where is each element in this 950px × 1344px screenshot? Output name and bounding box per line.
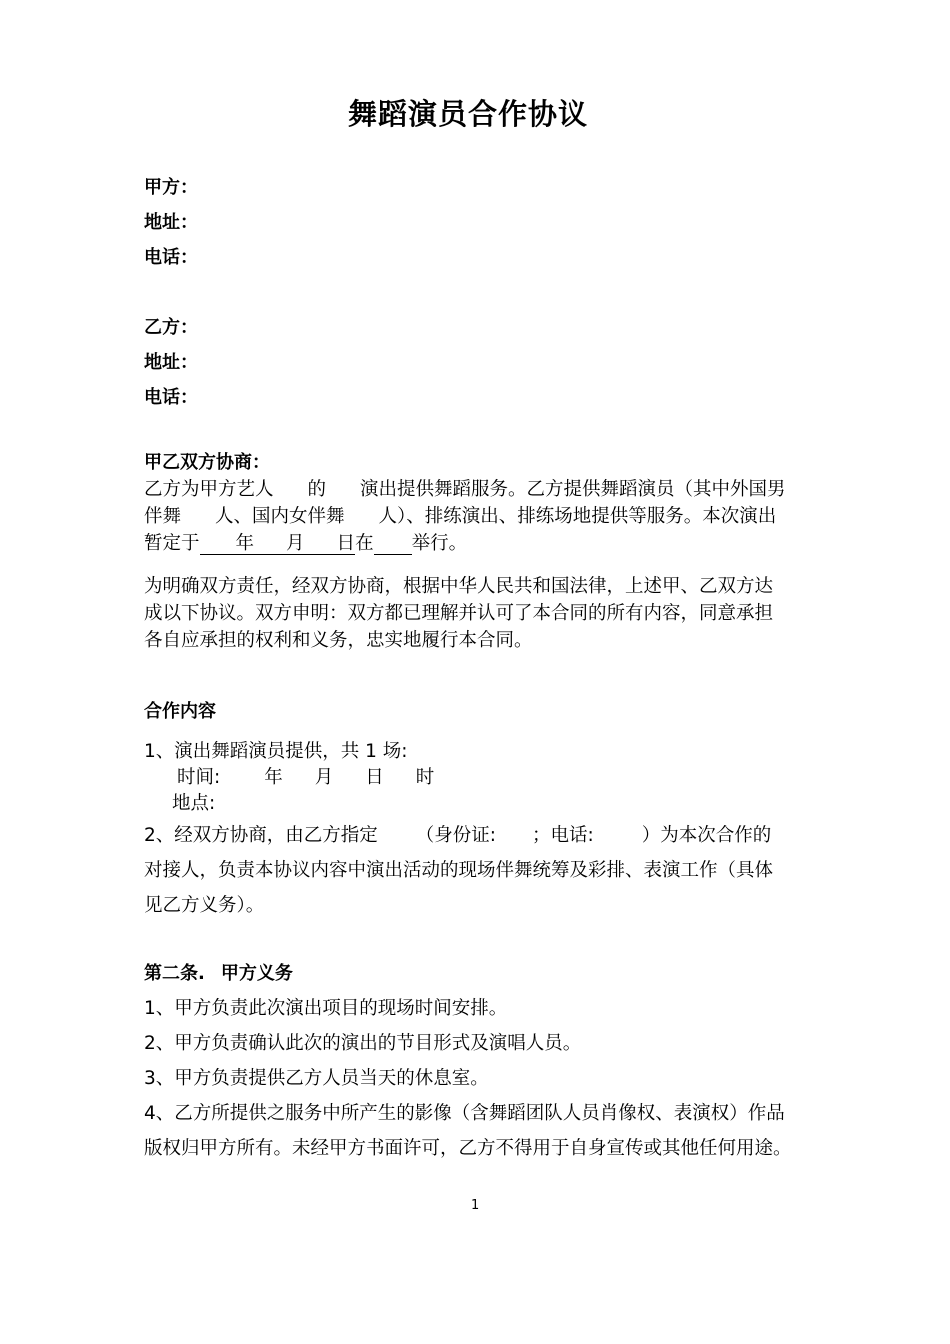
day-label: 日 — [365, 767, 384, 788]
place-line: 地点: — [172, 793, 216, 814]
cooperation-item-2-line-3: 见乙方义务）。 — [144, 895, 265, 916]
time-line — [177, 763, 434, 789]
venue-blank — [374, 534, 412, 555]
text-segment: 演出提供舞蹈服务。乙方提供舞蹈演员（其中外国男 — [360, 479, 786, 500]
cooperation-item-2-line-1 — [144, 821, 771, 847]
text-segment: 的 — [307, 479, 327, 500]
year-label: 年 — [264, 767, 283, 788]
text-segment: 在 — [355, 533, 374, 554]
party-b-phone-label: 电话： — [144, 387, 198, 408]
date-blank — [305, 534, 337, 555]
text-segment: 年 — [235, 533, 255, 554]
text-segment: 人）、排练演出、排练场地提供等服务。本次演出 — [378, 506, 777, 527]
agreement-line-2: 成以下协议。双方申明：双方都已理解并认可了本合同的所有内容，同意承担 — [144, 603, 774, 624]
time-label: 时间: — [177, 767, 221, 788]
cooperation-heading: 合作内容 — [144, 701, 216, 722]
article-2-item-3: 3、甲方负责提供乙方人员当天的休息室。 — [144, 1068, 489, 1089]
agreement-line-1: 为明确双方责任，经双方协商，根据中华人民共和国法律，上述甲、乙双方达 — [144, 576, 774, 597]
negotiation-line-1 — [144, 475, 786, 501]
text-segment: 乙方为甲方艺人 — [144, 479, 274, 500]
document-title: 舞蹈演员合作协议 — [348, 97, 589, 131]
article-2-item-1: 1、甲方负责此次演出项目的现场时间安排。 — [144, 998, 508, 1019]
text-segment: ；电话: — [532, 825, 594, 846]
party-a-phone-label: 电话： — [144, 247, 198, 268]
article-2-item-4-line-1: 4、乙方所提供之服务中所产生的影像（含舞蹈团队人员肖像权、表演权）作品 — [144, 1103, 785, 1124]
negotiation-heading: 甲乙双方协商： — [144, 452, 270, 473]
cooperation-item-1: 1、演出舞蹈演员提供，共 1 场: — [144, 741, 408, 762]
text-segment: 伴舞 — [144, 506, 182, 527]
page-number: 1 — [471, 1198, 480, 1213]
date-blank — [200, 534, 236, 555]
negotiation-line-2 — [144, 502, 776, 528]
article-2-item-4-line-2: 版权归甲方所有。未经甲方书面许可，乙方不得用于自身宣传或其他任何用途。 — [144, 1138, 792, 1159]
month-label: 月 — [314, 767, 334, 788]
party-a-address-label: 地址： — [144, 212, 198, 233]
article-2-item-2: 2、甲方负责确认此次的演出的节目形式及演唱人员。 — [144, 1033, 582, 1054]
cooperation-item-2-line-2: 对接人，负责本协议内容中演出活动的现场伴舞统筹及彩排、表演工作（具体 — [144, 860, 774, 881]
text-segment: 月 — [286, 533, 305, 554]
party-a-label: 甲方： — [144, 177, 198, 198]
text-segment: 人、国内女伴舞 — [215, 506, 345, 527]
text-segment: 暂定于 — [144, 533, 200, 554]
article-2-title: 甲方义务 — [220, 963, 293, 984]
text-segment: ）为本次合作的 — [641, 825, 772, 846]
date-blank — [254, 534, 286, 555]
text-segment: 举行。 — [411, 533, 468, 554]
article-2-heading — [144, 959, 293, 985]
article-2-number: 第二条. — [144, 963, 205, 984]
agreement-line-3: 各自应承担的权利和义务，忠实地履行本合同。 — [144, 630, 533, 651]
negotiation-line-3 — [144, 529, 467, 555]
text-segment: （身份证: — [415, 825, 497, 846]
hour-label: 时 — [415, 767, 435, 788]
party-b-label: 乙方： — [144, 317, 198, 338]
text-segment: 2、经双方协商，由乙方指定 — [144, 825, 378, 846]
text-segment: 日 — [336, 533, 356, 554]
party-b-address-label: 地址： — [144, 352, 198, 373]
